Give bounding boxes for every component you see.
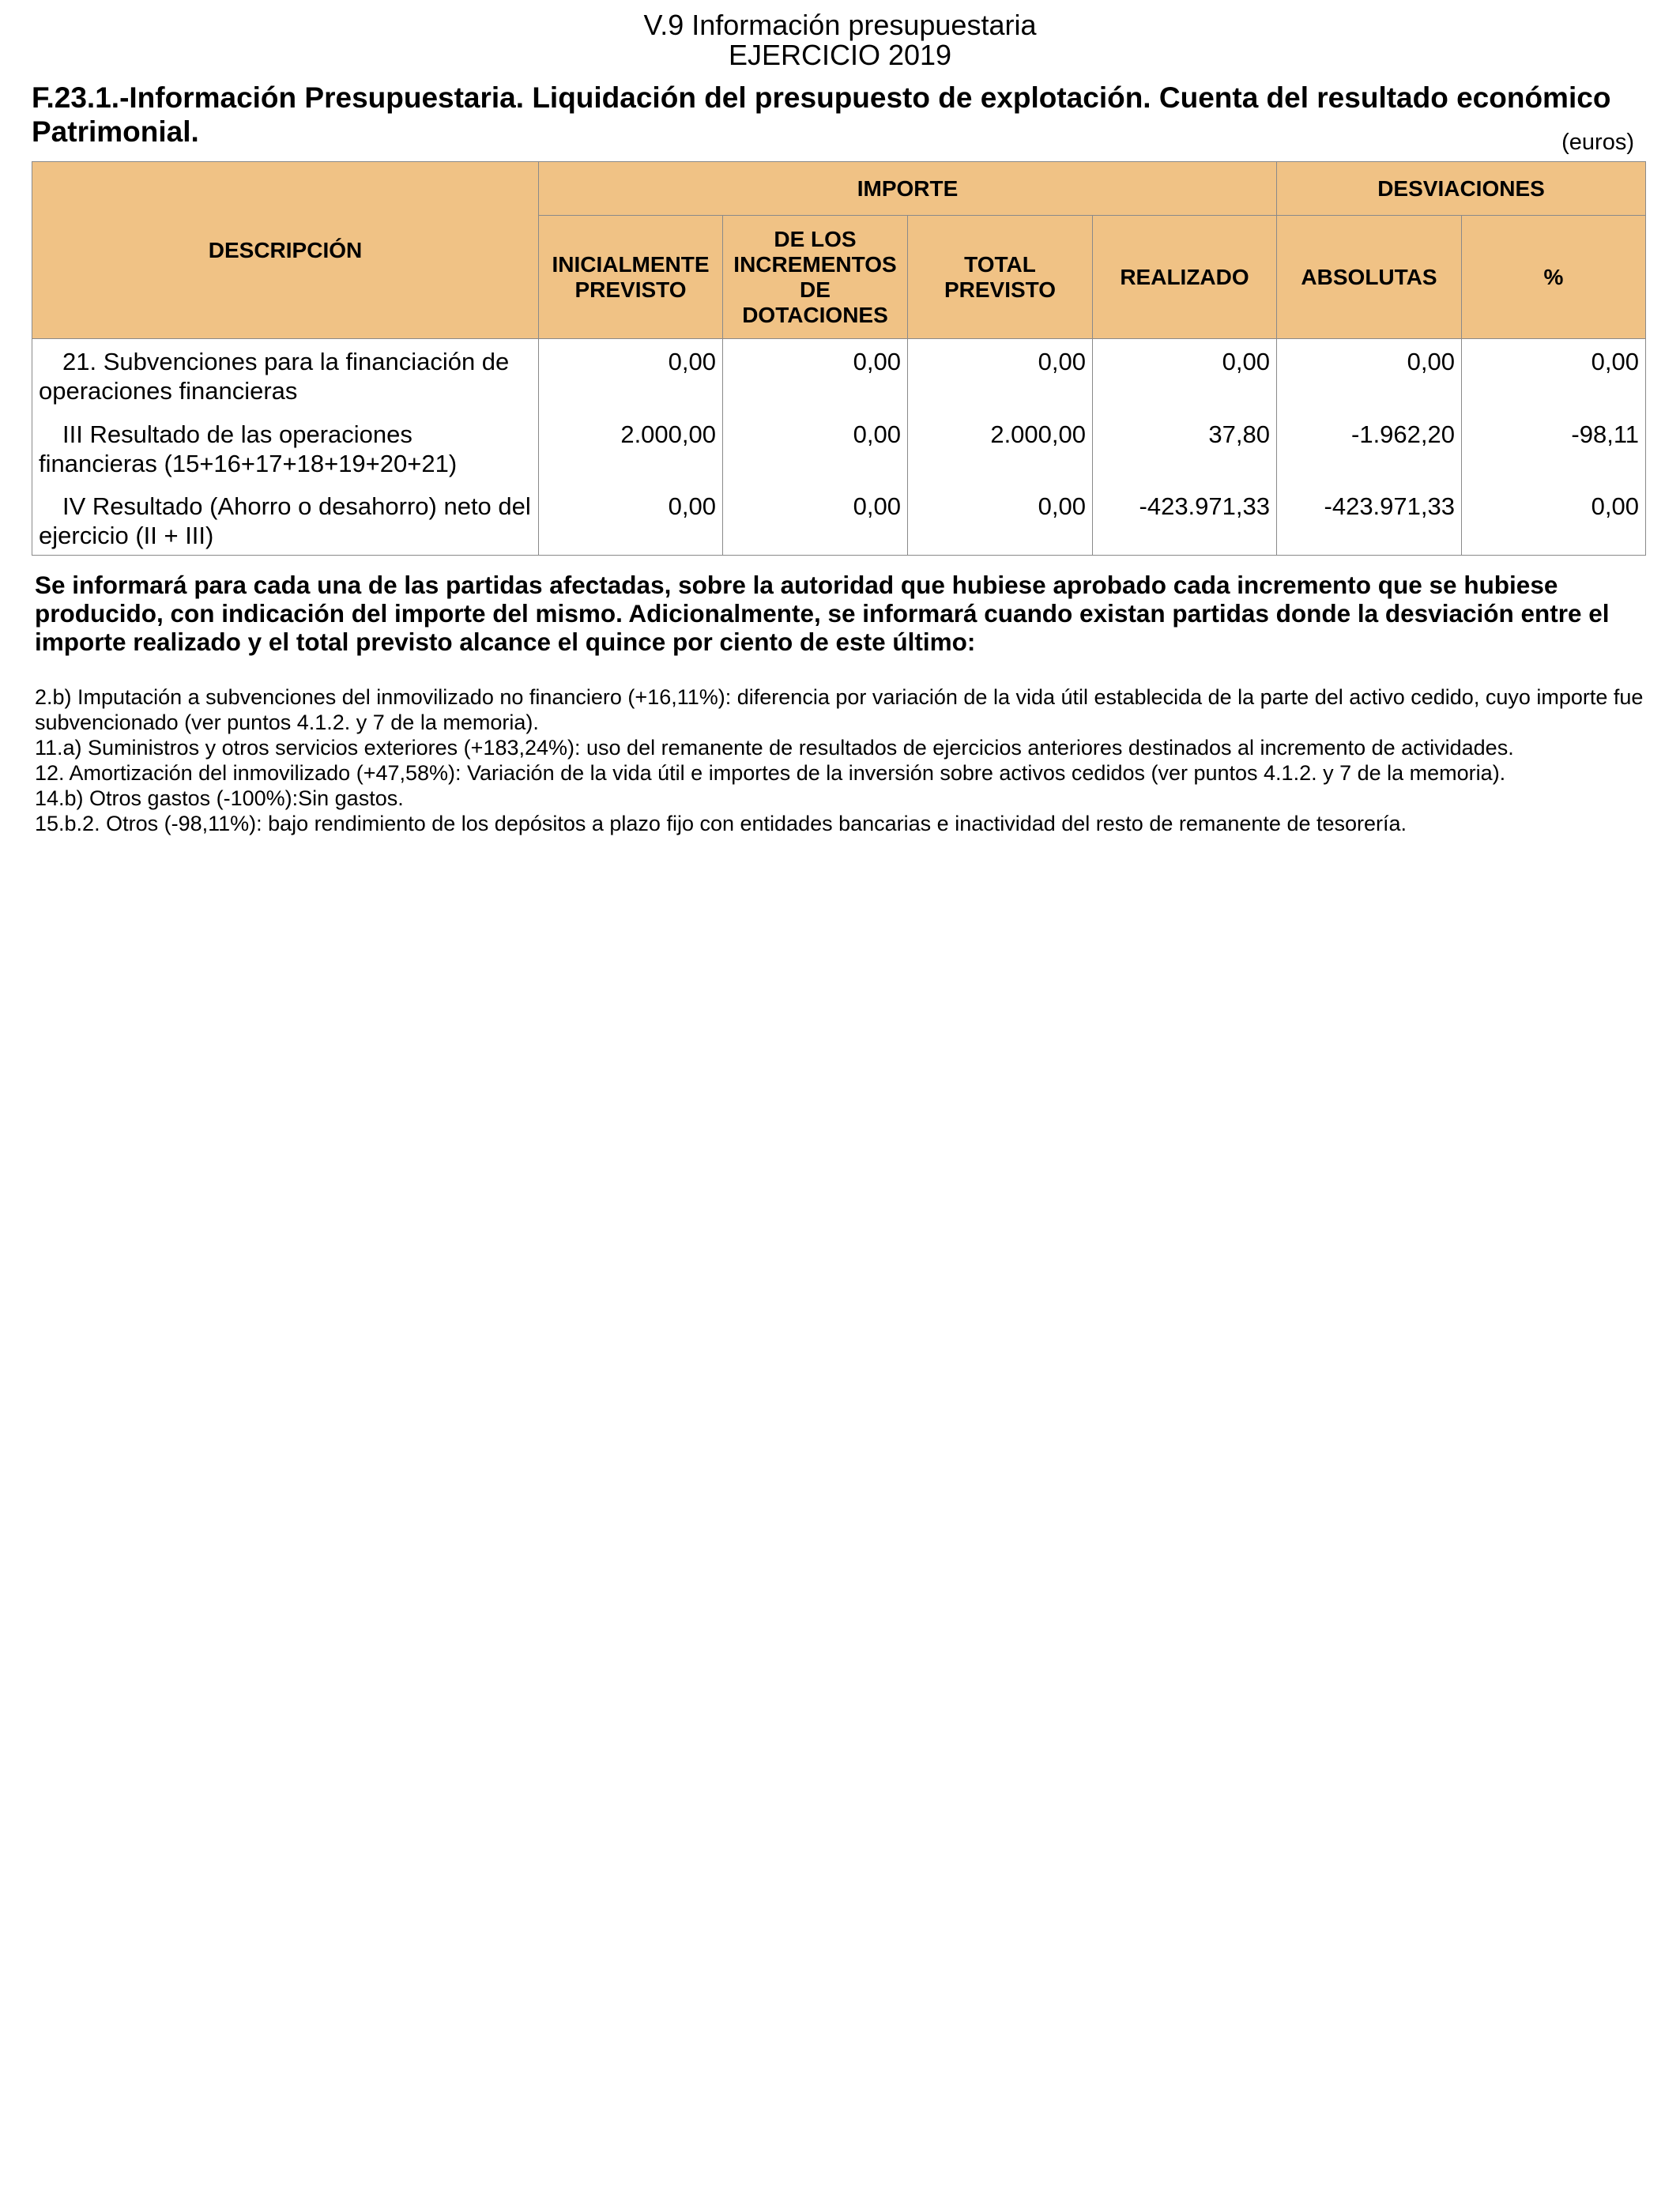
col-header-inicialmente-previsto: INICIALMENTE PREVISTO (539, 216, 723, 339)
cell-porcentaje: 0,00 (1462, 339, 1646, 412)
cell-realizado: 37,80 (1093, 412, 1277, 484)
deviation-notes (35, 684, 1655, 836)
row-description: 21. Subvenciones para la financiación de operaciones financieras (39, 348, 510, 405)
section-title: F.23.1.-Información Presupuestaria. Liquidación del presupuesto de explotación. Cuenta del resultado económico Patrimonial. (32, 81, 1611, 148)
currency-unit: (euros) (1561, 130, 1634, 155)
table-row (32, 339, 1646, 412)
fiscal-year-heading: EJERCICIO 2019 (728, 39, 952, 71)
note-item: 14.b) Otros gastos (-100%):Sin gastos. (35, 786, 404, 810)
table-row (32, 484, 1646, 556)
cell-absolutas: 0,00 (1277, 339, 1462, 412)
budget-table (32, 161, 1646, 556)
col-header-porcentaje: % (1462, 216, 1646, 339)
page-heading: V.9 Información presupuestaria (643, 9, 1037, 41)
col-header-total-previsto: TOTAL PREVISTO (908, 216, 1093, 339)
deviation-instructions: Se informará para cada una de las partidas afectadas, sobre la autoridad que hubiese aprobado cada incremento que se hubiese producido, con indicación del importe del mismo. Adicionalmente, se informará cuando existan partidas donde la desviación entre el importe realizado y el total previsto alcance el quince por ciento de este último: (35, 571, 1610, 656)
row-description: IV Resultado (Ahorro o desahorro) neto del ejercicio (II + III) (39, 492, 531, 549)
cell-total-previsto: 0,00 (908, 339, 1093, 412)
row-description: III Resultado de las operaciones financieras (15+16+17+18+19+20+21) (39, 420, 458, 477)
table-row (32, 412, 1646, 484)
note-item: 2.b) Imputación a subvenciones del inmovilizado no financiero (+16,11%): diferencia por variación de la vida útil establecida de la parte del activo cedido, cuyo importe fue subvencionado (ver puntos 4.1.2. y 7 de la memoria). (35, 685, 1644, 734)
cell-total-previsto: 0,00 (908, 484, 1093, 556)
col-header-descripcion: DESCRIPCIÓN (32, 162, 539, 339)
note-item: 12. Amortización del inmovilizado (+47,58%): Variación de la vida útil e importes de la inversión sobre activos cedidos (ver puntos 4.1.2. y 7 de la memoria). (35, 761, 1506, 785)
group-header-desviaciones: DESVIACIONES (1277, 162, 1646, 216)
cell-realizado: -423.971,33 (1093, 484, 1277, 556)
cell-realizado: 0,00 (1093, 339, 1277, 412)
col-header-incrementos: DE LOS INCREMENTOS DE DOTACIONES (723, 216, 908, 339)
cell-porcentaje: -98,11 (1462, 412, 1646, 484)
cell-absolutas: -1.962,20 (1277, 412, 1462, 484)
cell-total-previsto: 2.000,00 (908, 412, 1093, 484)
group-header-importe: IMPORTE (539, 162, 1277, 216)
cell-absolutas: -423.971,33 (1277, 484, 1462, 556)
cell-incrementos: 0,00 (723, 484, 908, 556)
cell-inicialmente-previsto: 0,00 (539, 484, 723, 556)
cell-porcentaje: 0,00 (1462, 484, 1646, 556)
col-header-realizado: REALIZADO (1093, 216, 1277, 339)
cell-incrementos: 0,00 (723, 339, 908, 412)
cell-inicialmente-previsto: 2.000,00 (539, 412, 723, 484)
note-item: 15.b.2. Otros (-98,11%): bajo rendimiento de los depósitos a plazo fijo con entidades bancarias e inactividad del resto de remanente de tesorería. (35, 812, 1407, 835)
cell-incrementos: 0,00 (723, 412, 908, 484)
note-item: 11.a) Suministros y otros servicios exteriores (+183,24%): uso del remanente de resultados de ejercicios anteriores destinados al incremento de actividades. (35, 736, 1514, 760)
col-header-absolutas: ABSOLUTAS (1277, 216, 1462, 339)
cell-inicialmente-previsto: 0,00 (539, 339, 723, 412)
